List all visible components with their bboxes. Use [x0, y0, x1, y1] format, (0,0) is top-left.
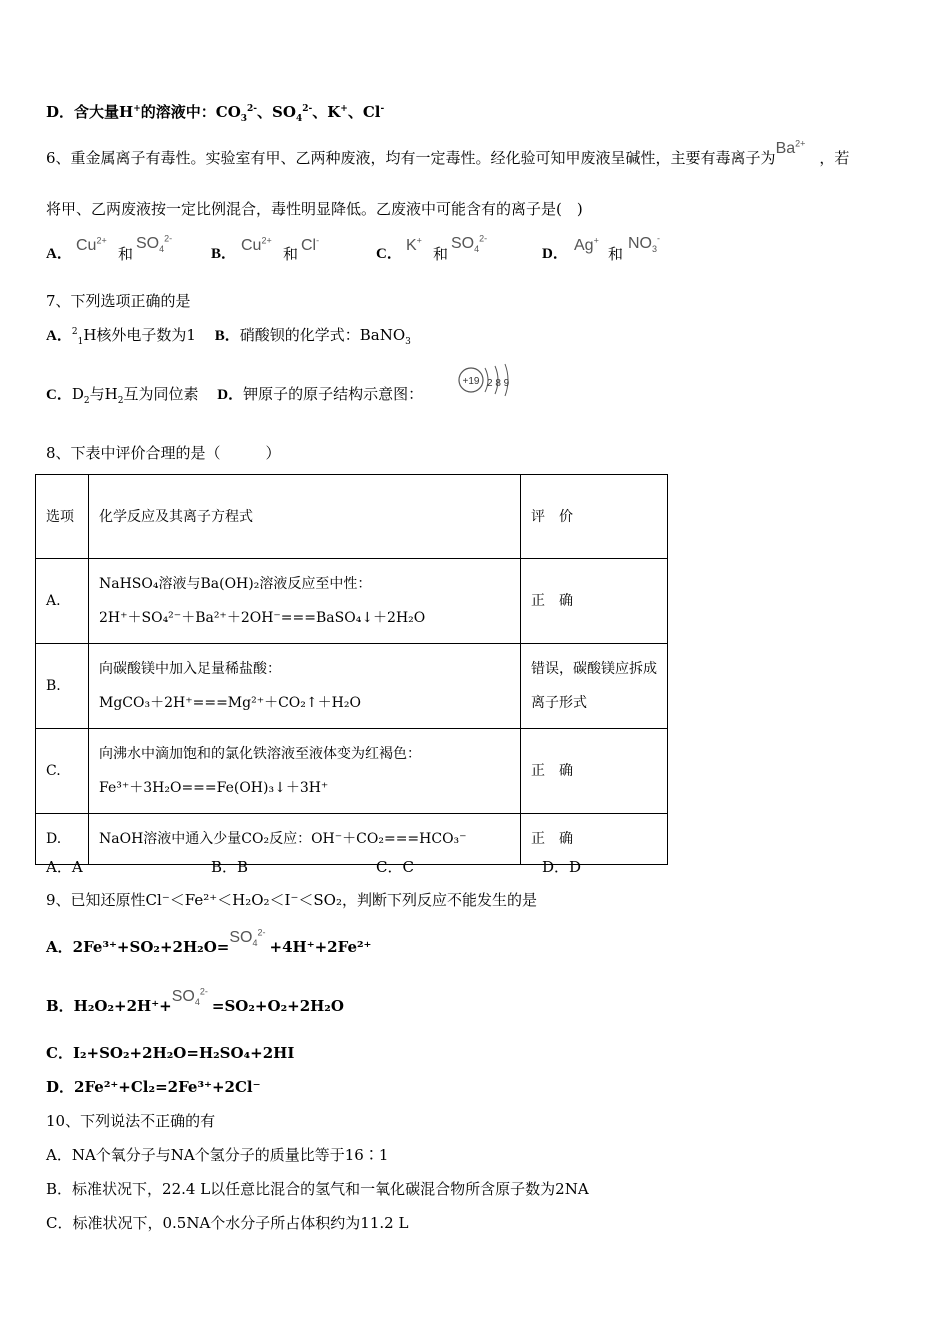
- q7-options-ab: A．$^2_1$H核外电子数为1 B．硝酸钡的化学式：BaNO$_3$: [46, 326, 411, 347]
- evaluation-table: [35, 474, 668, 865]
- option-label: D．: [46, 103, 75, 121]
- q7-options-cd: C．$D_2$与$H_2$互为同位素 D．钾原子的原子结构示意图：: [46, 385, 424, 406]
- nucleus-charge: +19: [462, 376, 480, 387]
- header-evaluation: 评 价: [521, 475, 668, 559]
- q7-stem: 7、下列选项正确的是: [46, 292, 191, 310]
- q10-stem: 10、下列说法不正确的有: [46, 1112, 216, 1130]
- table-header-row: [36, 475, 668, 559]
- shell-electrons: 2 8 9: [487, 378, 510, 389]
- q10-option-c: C．标准状况下，0.5NA个水分子所占体积约为11.2 L: [46, 1214, 409, 1232]
- q9-option-c: C．I₂+SO₂+2H₂O=H₂SO₄+2HI: [46, 1044, 295, 1062]
- header-reaction: 化学反应及其离子方程式: [89, 475, 521, 559]
- q9-option-b: B．$H_2O_2+2H^++SO_4^{2-}=SO_2+O_2+2H_2O$: [46, 986, 344, 1015]
- q10-option-a: A．NA个氧分子与NA个氢分子的质量比等于16∶1: [46, 1146, 389, 1164]
- table-row: D. NaOH溶液中通入少量CO₂反应：OH⁻＋CO₂===HCO₃⁻ 正 确: [36, 814, 668, 865]
- q9-stem: 9、已知还原性Cl⁻＜Fe²⁺＜H₂O₂＜I⁻＜SO₂，判断下列反应不能发生的是: [46, 891, 537, 909]
- q8-stem: 8、下表中评价合理的是（ ）: [46, 444, 281, 462]
- header-option: 选项: [36, 475, 89, 559]
- q6-stem-line1: 6、重金属离子有毒性。实验室有甲、乙两种废液，均有一定毒性。经化验可知甲废液呈碱性，主要有毒离子为$Ba^{2+}$，若: [46, 138, 850, 167]
- table-row: A. NaHSO₄溶液与Ba(OH)₂溶液反应至中性： 2H⁺＋SO₄²⁻＋Ba²⁺＋2OH⁻===BaSO₄↓＋2H₂O 正 确: [36, 559, 668, 644]
- table-row: B. 向碳酸镁中加入足量稀盐酸： MgCO₃＋2H⁺===Mg²⁺＋CO₂↑＋H₂O 错误，碳酸镁应拆成离子形式: [36, 644, 668, 729]
- ion-ba: $Ba^{2+}$: [775, 138, 806, 157]
- potassium-atom-diagram: [457, 362, 519, 402]
- q10-option-b: B．标准状况下，22.4 L以任意比混合的氢气和一氧化碳混合物所含原子数为2NA: [46, 1180, 589, 1198]
- q5-option-d: D．含大量H+的溶液中：$CO_3^{2-}$、$SO_4^{2-}$、K+、Cl-: [46, 103, 385, 124]
- q6-stem-line2: 将甲、乙两废液按一定比例混合，毒性明显降低。乙废液中可能含有的离子是( ): [46, 200, 583, 218]
- q9-option-d: D．2Fe²⁺+Cl₂=2Fe³⁺+2Cl⁻: [46, 1078, 261, 1096]
- table-row: C. 向沸水中滴加饱和的氯化铁溶液至液体变为红褐色： Fe³⁺＋3H₂O===Fe(OH)₃↓＋3H⁺ 正 确: [36, 729, 668, 814]
- q9-option-a: A．$2Fe^{3+}+SO_2+2H_2O=SO_4^{2-}+4H^++2Fe^{2+}$: [46, 927, 372, 956]
